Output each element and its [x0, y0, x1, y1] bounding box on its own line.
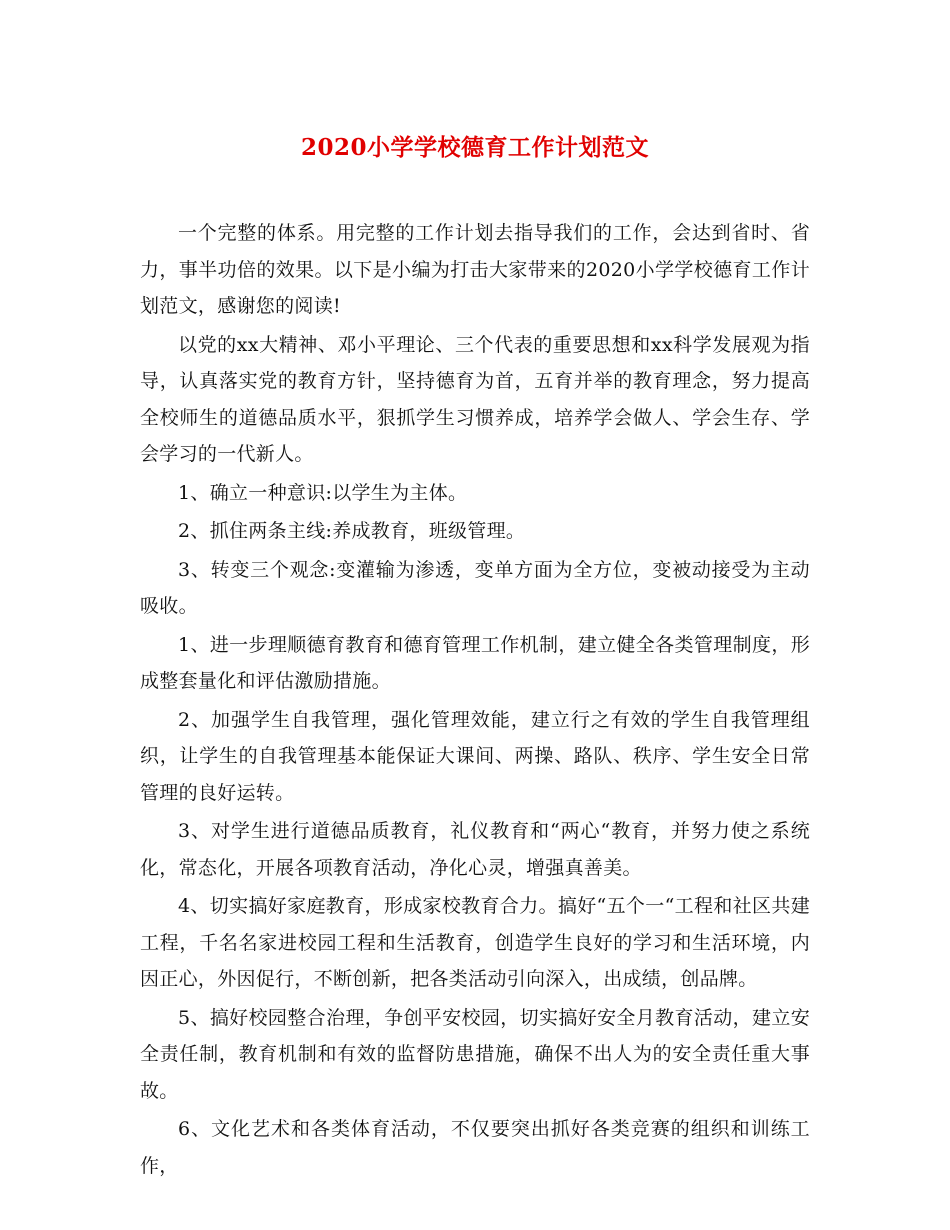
paragraph-item: 1、确立一种意识:以学生为主体。	[178, 481, 468, 504]
paragraph-item: 3、对学生进行道德品质教育，礼仪教育和“两心“教育，并努力使之系统化，常态化，开展各项教育活动，净化心灵，增强真善美。	[140, 820, 810, 879]
paragraph-item: 4、切实搞好家庭教育，形成家校教育合力。搞好“五个一“工程和社区共建工程，千名名家进校园工程和生活教育，创造学生良好的学习和生活环境，内因正心，外因促行，不断创新，把各类活动引向深入，出成绩，创品牌。	[140, 895, 810, 990]
paragraph-intro: 一个完整的体系。用完整的工作计划去指导我们的工作，会达到省时、省力，事半功倍的效果。以下是小编为打击大家带来的2020小学学校德育工作计划范文，感谢您的阅读!	[140, 222, 810, 317]
document-title: 2020小学学校德育工作计划范文	[300, 134, 649, 161]
paragraph-item: 1、进一步理顺德育教育和德育管理工作机制，建立健全各类管理制度，形成整套量化和评估激励措施。	[140, 633, 810, 692]
paragraph-guiding-ideology: 以党的xx大精神、邓小平理论、三个代表的重要思想和xx科学发展观为指导，认真落实党的教育方针，坚持德育为首，五育并举的教育理念，努力提高全校师生的道德品质水平，狠抓学生习惯养成，培养学会做人、学会生存、学会学习的一代新人。	[140, 333, 810, 465]
paragraph-item: 3、转变三个观念:变灌输为渗透，变单方面为全方位，变被动接受为主动吸收。	[140, 558, 810, 617]
paragraph-item: 2、加强学生自我管理，强化管理效能，建立行之有效的学生自我管理组织，让学生的自我管理基本能保证大课间、两操、路队、秩序、学生安全日常管理的良好运转。	[140, 708, 810, 804]
paragraph-item: 5、搞好校园整合治理，争创平安校园，切实搞好安全月教育活动，建立安全责任制，教育机制和有效的监督防患措施，确保不出人为的安全责任重大事故。	[140, 1006, 810, 1102]
paragraph-item: 6、文化艺术和各类体育活动，不仅要突出抓好各类竞赛的组织和训练工作，	[140, 1118, 810, 1177]
document-body	[140, 215, 810, 1186]
paragraph-item: 2、抓住两条主线:养成教育，班级管理。	[178, 520, 526, 542]
